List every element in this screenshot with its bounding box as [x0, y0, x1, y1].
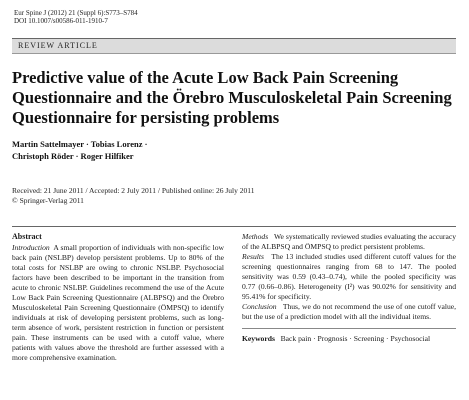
introduction-label: Introduction — [12, 243, 50, 252]
copyright: © Springer-Verlag 2011 — [12, 196, 84, 205]
article-title: Predictive value of the Acute Low Back Pain Screening Questionnaire and the Örebro Musculoskeletal Pain Screening Questionnaire for persisting problems — [12, 68, 452, 127]
abstract-methods — [242, 232, 456, 252]
conclusion-label: Conclusion — [242, 302, 277, 311]
authors-line-1: Martin Sattelmayer · Tobias Lorenz · — [12, 139, 148, 149]
received-accepted-published: Received: 21 June 2011 / Accepted: 2 July 2011 / Published online: 26 July 2011 — [12, 186, 255, 195]
journal-citation: Eur Spine J (2012) 21 (Suppl 6):S773–S784 — [14, 9, 138, 17]
section-divider — [12, 226, 456, 227]
article-type-banner — [12, 38, 456, 54]
results-label: Results — [242, 252, 264, 261]
abstract-conclusion — [242, 302, 456, 322]
introduction-text: A small proportion of individuals with non-specific low back pain (NSLBP) develop persistent problems. Up to 80% of the total costs for NSLBP are owing to chronic NSLBP. Psychosocial factors have been described to be important in the transition from acute to chronic NSLBP. Guidelines recommend the use of the Acute Low Back Pain Screening Questionnaire (ALBPSQ) and the Örebro Musculoskeletal Pain Screening Questionnaire (ÖMPSQ) to identify individuals at risk of developing persistent problems, such as long-term absence of work, persistent restriction in function or persistent pain. These instruments can be used with a cutoff value, where patients with values above the threshold are further assessed with a more comprehensive examination. — [12, 243, 224, 362]
abstract-right-column — [242, 232, 456, 344]
keywords-divider — [242, 328, 456, 329]
publication-dates — [12, 186, 452, 206]
journal-header — [14, 9, 138, 25]
methods-label: Methods — [242, 232, 269, 241]
authors-line-2: Christoph Röder · Roger Hilfiker — [12, 151, 134, 161]
abstract-left-column — [12, 232, 224, 363]
methods-text: We systematically reviewed studies evaluating the accuracy of the ALBPSQ and ÖMPSQ to predict persistent problems. — [242, 232, 456, 251]
results-text: The 13 included studies used different cutoff values for the screening questionnaires ranging from 68 to 147. The pooled sensitivity was 0.59 (0.43–0.74), while the pooled specificity was 0.77 (0.66–0.86). Heterogeneity (I²) was 90.02% for sensitivity and 95.41% for specificity. — [242, 252, 456, 301]
keywords-label: Keywords — [242, 334, 275, 343]
conclusion-text: Thus, we do not recommend the use of one cutoff value, but the use of a prediction model with all the individual items. — [242, 302, 457, 321]
keywords-text: Back pain · Prognosis · Screening · Psychosocial — [280, 334, 431, 343]
doi: DOI 10.1007/s00586-011-1910-7 — [14, 17, 108, 25]
keywords-block — [242, 334, 456, 344]
abstract-introduction — [12, 243, 224, 363]
author-list — [12, 138, 312, 162]
abstract-results — [242, 252, 456, 302]
abstract-heading: Abstract — [12, 232, 42, 241]
article-type-label: REVIEW ARTICLE — [18, 41, 98, 50]
